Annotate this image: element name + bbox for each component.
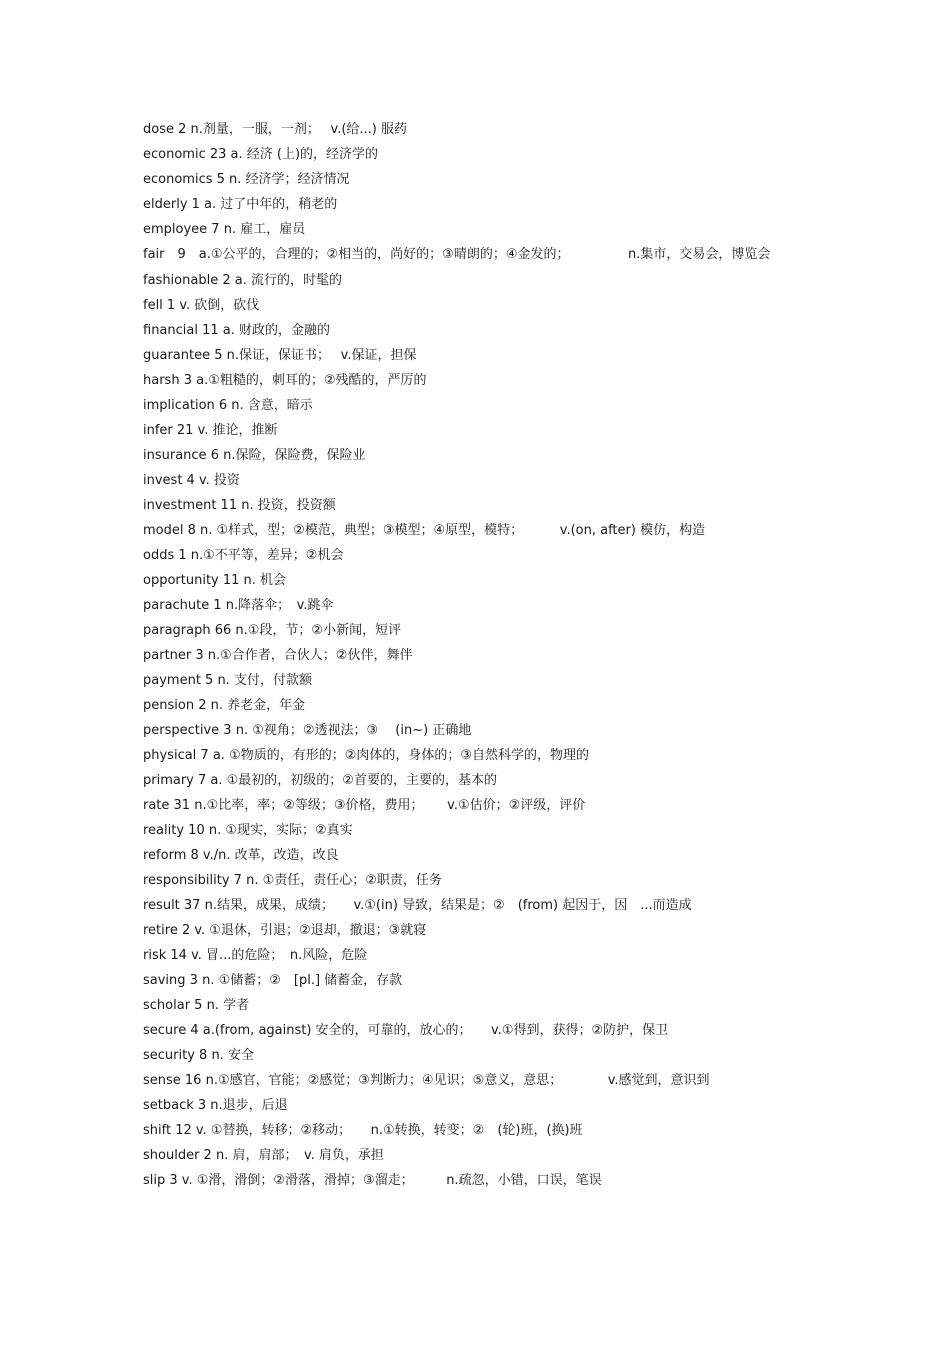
- entry-secure: secure 4 a.(from, against) 安全的，可靠的，放心的； v.①得到，获得；②防护，保卫: [143, 1023, 669, 1038]
- entry-pension: pension 2 n. 养老金，年金: [143, 698, 306, 713]
- entry-result: result 37 n.结果，成果，成绩； v.①(in) 导致，结果是；② (from) 起因于，因 ...而造成: [143, 898, 692, 913]
- entry-reality: reality 10 n. ①现实，实际；②真实: [143, 823, 353, 838]
- entry-rate: rate 31 n.①比率，率；②等级；③价格，费用； v.①估价；②评级，评价: [143, 798, 586, 813]
- entry-financial: financial 11 a. 财政的，金融的: [143, 323, 331, 338]
- entry-fell: fell 1 v. 砍倒，砍伐: [143, 298, 260, 313]
- entry-shift: shift 12 v. ①替换，转移；②移动； n.①转换，转变；② (轮)班，(换)班: [143, 1123, 583, 1138]
- entry-implication: implication 6 n. 含意，暗示: [143, 398, 313, 413]
- entry-slip: slip 3 v. ①滑，滑倒；②滑落，滑掉；③溜走； n.疏忽，小错，口误，笔误: [143, 1173, 602, 1188]
- entry-reform: reform 8 v./n. 改革，改造，改良: [143, 848, 339, 863]
- entry-sense: sense 16 n.①感官，官能；②感觉；③判断力；④见识；⑤意义，意思； v.感觉到，意识到: [143, 1073, 710, 1088]
- entry-economic: economic 23 a. 经济 (上)的，经济学的: [143, 147, 379, 162]
- entry-opportunity: opportunity 11 n. 机会: [143, 573, 287, 588]
- entry-scholar: scholar 5 n. 学者: [143, 998, 250, 1013]
- entry-parachute: parachute 1 n.降落伞； v.跳伞: [143, 598, 334, 613]
- entry-saving: saving 3 n. ①储蓄；② [pl.] 储蓄金，存款: [143, 973, 403, 988]
- entry-dose: dose 2 n.剂量，一服，一剂； v.(给...) 服药: [143, 122, 408, 137]
- vocabulary-list: [143, 121, 803, 1197]
- entry-invest: invest 4 v. 投资: [143, 473, 240, 488]
- entry-elderly: elderly 1 a. 过了中年的，稍老的: [143, 197, 338, 212]
- entry-odds: odds 1 n.①不平等，差异；②机会: [143, 548, 344, 563]
- entry-risk: risk 14 v. 冒...的危险； n.风险，危险: [143, 948, 368, 963]
- entry-responsibility: responsibility 7 n. ①责任，责任心；②职责，任务: [143, 873, 442, 888]
- entry-employee: employee 7 n. 雇工，雇员: [143, 222, 306, 237]
- entry-infer: infer 21 v. 推论，推断: [143, 423, 278, 438]
- entry-setback: setback 3 n.退步，后退: [143, 1098, 288, 1113]
- entry-fair: fair 9 a.①公平的，合理的；②相当的，尚好的；③晴朗的；④金发的； n.集市，交易会，博览会: [143, 247, 771, 262]
- entry-partner: partner 3 n.①合作者，合伙人；②伙伴，舞伴: [143, 648, 413, 663]
- entry-perspective: perspective 3 n. ①视角；②透视法；③ (in~) 正确地: [143, 723, 472, 738]
- entry-security: security 8 n. 安全: [143, 1048, 254, 1063]
- entry-economics: economics 5 n. 经济学；经济情况: [143, 172, 350, 187]
- entry-investment: investment 11 n. 投资，投资额: [143, 498, 336, 513]
- entry-payment: payment 5 n. 支付，付款额: [143, 673, 312, 688]
- entry-guarantee: guarantee 5 n.保证，保证书； v.保证，担保: [143, 348, 417, 363]
- entry-harsh: harsh 3 a.①粗糙的，刺耳的；②残酷的，严厉的: [143, 373, 427, 388]
- entry-physical: physical 7 a. ①物质的，有形的；②肉体的，身体的；③自然科学的，物理的: [143, 748, 590, 763]
- entry-model: model 8 n. ①样式，型；②模范，典型；③模型；④原型，模特； v.(on, after) 模仿，构造: [143, 523, 706, 538]
- entry-paragraph: paragraph 66 n.①段，节；②小新闻，短评: [143, 623, 402, 638]
- entry-retire: retire 2 v. ①退休，引退；②退却，撤退；③就寝: [143, 923, 427, 938]
- entry-primary: primary 7 a. ①最初的，初级的；②首要的，主要的，基本的: [143, 773, 497, 788]
- entry-shoulder: shoulder 2 n. 肩，肩部； v. 肩负，承担: [143, 1148, 384, 1163]
- entry-fashionable: fashionable 2 a. 流行的，时髦的: [143, 273, 342, 288]
- entry-insurance: insurance 6 n.保险，保险费，保险业: [143, 448, 366, 463]
